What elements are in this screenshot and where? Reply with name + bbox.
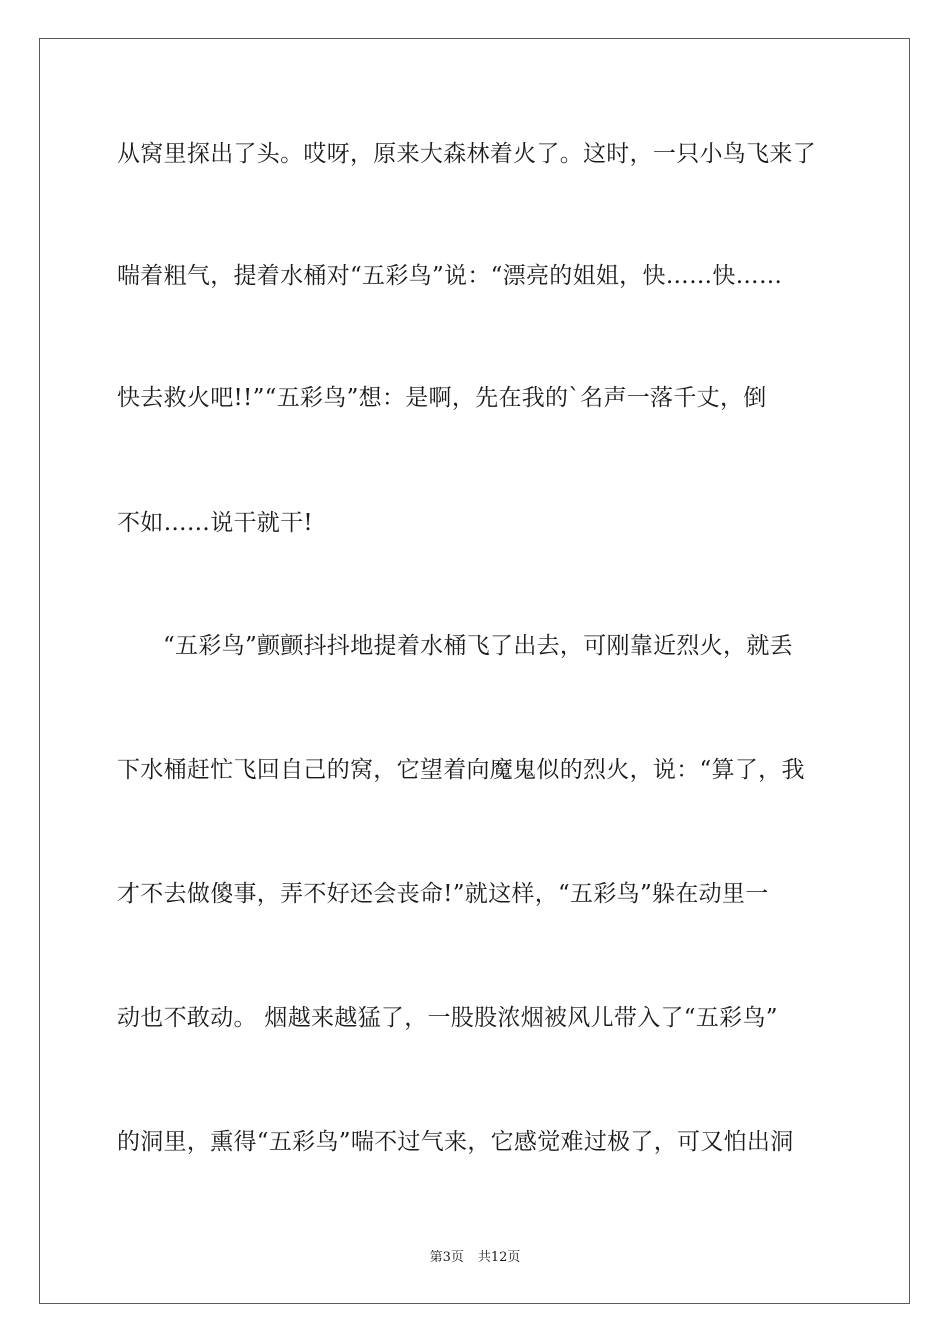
text-line: 下水桶赶忙飞回自己的窝，它望着向魔鬼似的烈火，说：“算了，我 [117,757,805,783]
page-border [39,38,910,1304]
total-pages: 共12页 [477,1250,521,1265]
text-line: 不如……说干就干! [117,510,313,536]
paragraph-first-line: “五彩鸟”颤颤抖抖地提着水桶飞了出去，可刚靠近烈火，就丢 [163,633,793,659]
text-line: 才不去做傻事，弄不好还会丧命!”就这样，“五彩鸟”躲在动里一 [117,881,769,907]
text-line: 动也不敢动。 烟越来越猛了，一股股浓烟被风儿带入了“五彩鸟” [117,1005,778,1031]
text-line: 快去救火吧!!”“五彩鸟”想：是啊，先在我的`名声一落千丈，倒 [117,385,767,411]
text-line: 从窝里探出了头。哎呀，原来大森林着火了。这时，一只小鸟飞来了 [117,141,816,167]
page-number: 第3页 [429,1250,464,1265]
text-line: 的洞里，熏得“五彩鸟”喘不过气来，它感觉难过极了，可又怕出洞 [117,1129,794,1155]
page-footer [0,1249,950,1267]
text-line: 喘着粗气，提着水桶对“五彩鸟”说：“漂亮的姐姐，快……快…… [117,263,783,289]
